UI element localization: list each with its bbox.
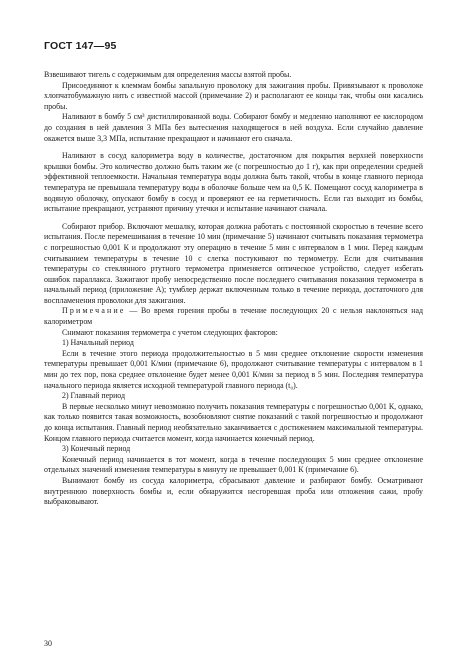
note-text: — Во время горения пробы в течение последующих 20 с нельзя наклоняться над калориметром <box>44 306 423 327</box>
paragraph: Снимают показания термометра с учетом следующих факторов: <box>62 327 278 337</box>
paragraph: Наливают в бомбу 5 см³ дистиллированной воды. Собирают бомбу и медленно наполняют ее кислородом до создания в ней давления 3 МПа без вытеснения находящегося в ней воздуха. Если случайно давление окажется выше 3,3 МПа, испытание прекращают и начинают его сначала. <box>44 112 423 143</box>
period-text: Если в течение этого периода продолжительностью в 5 мин среднее отклонение скорости изменения температуры превышает 0,001 К/мин (примечание 6), продолжают считывание температуры с интервалом в 1 мин до тех пор, пока среднее отклонение будет менее 0,001 К/мин за период в 5 мин. Последняя температура начального периода является исходной температурой главного периода (t₀). <box>44 348 423 390</box>
note <box>44 306 423 327</box>
paragraph: Собирают прибор. Включают мешалку, которая должна работать с постоянной скоростью в течение всего испытания. После перемешивания в течение 10 мин (примечание 5) начинают считывать показания термометра с погрешностью 0,001 К и продолжают эту операцию в течение 5 мин с интервалом в 1 мин. Перед каждым считыванием температуры в течение 10 с слегка постукивают по термометру. Если для считывания температуры со стеклянного ртутного термометра применяется оптическое устройство, следует избегать ошибок параллакса. Зажигают пробу непосредственно после последнего считывания показания термометра в начальный период (приложение А); тумблер держат включенным только в течение периода, достаточного для воспламенения проволоки для зажигания. <box>44 221 423 305</box>
period-heading: 1) Начальный период <box>62 338 134 348</box>
paragraph: Присоединяют к клеммам бомбы запальную проволоку для зажигания пробы. Привязывают к проволоке хлопчатобумажную нить с известной массой (примечание 2) и располагают ее концы так, чтобы они касались пробы. <box>44 80 423 111</box>
period-heading: 2) Главный период <box>62 391 126 401</box>
period-text: В первые несколько минут невозможно получить показания температуры с погрешностью 0,001 К, однако, как только появится такая возможность, возобновляют снятие показаний с такой погрешностью и продолжают до конца испытания. Главный период необязательно заканчивается с достижением максимальной температуры. Концом главного периода считается момент, когда начинается конечный период. <box>44 401 423 443</box>
note-label: Примечание <box>62 306 126 316</box>
standard-title: ГОСТ 147—95 <box>44 40 117 52</box>
period-text: Конечный период начинается в тот момент, когда в течение последующих 5 мин среднее отклонение отдельных значений изменения температуры в минуту не превышает 0,001 К (примечание 6). <box>44 454 423 475</box>
paragraph: Взвешивают тигель с содержимым для определения массы взятой пробы. <box>44 70 292 79</box>
page-number: 30 <box>44 639 52 648</box>
paragraph: Вынимают бомбу из сосуда калориметра, сбрасывают давление и разбирают бомбу. Осматривают внутреннюю поверхность бомбы и, если обнаружится несгоревшая проба или отложения сажи, пробу выбраковывают. <box>44 475 423 507</box>
paragraph: Наливают в сосуд калориметра воду в количестве, достаточном для покрытия верхней поверхности крышки бомбы. Это количество должно быть таким же (с погрешностью до 1 г), как при определении средней эффективной теплоемкости. Начальная температура воды должна быть такой, чтобы в конце главного периода температура не превышала температуру воды в оболочке больше чем на 0,5 К. Помещают сосуд калориметра в водяную оболочку, опускают бомбу в сосуд и проверяют ее на герметичность. Если газ выходит из бомбы, испытание прекращают, устраняют причину утечки и испытание начинают сначала. <box>44 151 423 214</box>
period-heading: 3) Конечный период <box>62 444 131 454</box>
